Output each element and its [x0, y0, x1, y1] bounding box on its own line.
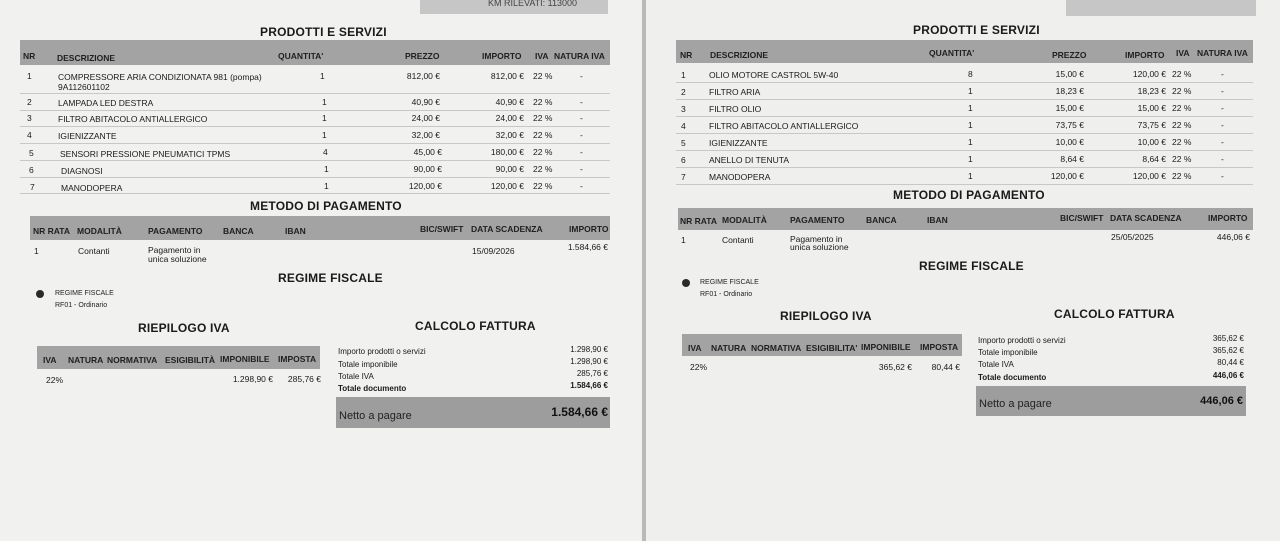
riepilogo-row: [682, 360, 962, 374]
row-price: 40,90 €: [411, 97, 440, 107]
calc-value: 80,44 €: [1217, 358, 1244, 367]
col-imposta: IMPOSTA: [278, 354, 317, 364]
row-nr: 5: [29, 148, 34, 158]
products-header: [20, 40, 610, 65]
col-modalita: MODALITÀ: [722, 215, 767, 225]
row-natura: -: [1221, 120, 1224, 130]
calc-label: Totale imponibile: [338, 360, 398, 369]
payment-type-line2: unica soluzione: [790, 242, 849, 252]
row-iva: 22 %: [1172, 171, 1192, 181]
row-iva: 22 %: [533, 113, 553, 123]
invoice-page-right: [646, 0, 1280, 541]
col-importo: IMPORTO: [1125, 50, 1165, 60]
payment-mode: Contanti: [722, 235, 754, 245]
row-iva: 22 %: [1172, 69, 1192, 79]
row-nr: 2: [27, 97, 32, 107]
riepilogo-title: RIEPILOGO IVA: [780, 309, 872, 323]
payment-amount: 446,06 €: [1216, 232, 1250, 242]
riepilogo-title: RIEPILOGO IVA: [138, 321, 230, 335]
riepilogo-imposta: 285,76 €: [287, 374, 321, 384]
calc-value: 1.298,90 €: [570, 345, 608, 354]
col-imponibile: IMPONIBILE: [861, 342, 911, 352]
products-title: PRODOTTI E SERVIZI: [260, 25, 387, 39]
calc-label: Totale IVA: [978, 360, 1014, 369]
col-data-scadenza: DATA SCADENZA: [1110, 213, 1182, 223]
riepilogo-iva: 22%: [46, 375, 64, 385]
row-amount: 24,00 €: [495, 113, 524, 123]
row-amount: 40,90 €: [495, 97, 524, 107]
calcolo-title: CALCOLO FATTURA: [1054, 307, 1175, 321]
calc-label: Totale imponibile: [978, 348, 1038, 357]
row-amount: 120,00 €: [490, 181, 524, 191]
row-iva: 22 %: [533, 97, 553, 107]
col-quantita: QUANTITA': [278, 51, 324, 61]
row-iva: 22 %: [1172, 120, 1192, 130]
riepilogo-header: [682, 334, 962, 356]
row-amount: 32,00 €: [495, 130, 524, 140]
riepilogo-header: [37, 346, 320, 369]
row-desc: COMPRESSORE ARIA CONDIZIONATA 981 (pompa): [58, 72, 262, 82]
payment-title: METODO DI PAGAMENTO: [893, 188, 1045, 202]
netto-value: 1.584,66 €: [551, 405, 608, 419]
row-iva: 22 %: [533, 181, 553, 191]
calc-label: Importo prodotti o servizi: [978, 336, 1066, 345]
payment-nr: 1: [34, 246, 39, 256]
col-iva: IVA: [688, 343, 702, 353]
row-price: 18,23 €: [1055, 86, 1084, 96]
calc-total-label: Totale documento: [978, 373, 1047, 382]
payment-header: [30, 216, 610, 240]
col-nr-rata: NR RATA: [680, 216, 717, 226]
row-iva: 22 %: [1172, 103, 1192, 113]
row-natura: -: [580, 113, 583, 123]
row-desc: MANODOPERA: [61, 183, 123, 193]
row-qty: 1: [324, 181, 329, 191]
row-amount: 73,75 €: [1137, 120, 1166, 130]
col-natura: NATURA: [711, 343, 747, 353]
regime-code: RF01 - Ordinario: [55, 302, 108, 309]
table-row: [20, 178, 610, 194]
col-banca: BANCA: [223, 226, 254, 236]
table-row: [20, 95, 610, 111]
col-iban: IBAN: [927, 215, 948, 225]
row-natura: -: [1221, 86, 1224, 96]
table-row: [676, 168, 1253, 185]
row-amount: 18,23 €: [1137, 86, 1166, 96]
calc-value: 1.298,90 €: [570, 357, 608, 366]
col-data-scadenza: DATA SCADENZA: [471, 224, 543, 234]
row-nr: 1: [681, 70, 686, 80]
col-nr: NR: [23, 51, 36, 61]
row-nr: 7: [30, 182, 35, 192]
row-price: 73,75 €: [1055, 120, 1084, 130]
row-natura: -: [580, 97, 583, 107]
row-amount: 15,00 €: [1137, 103, 1166, 113]
calc-value: 365,62 €: [1212, 346, 1244, 355]
row-iva: 22 %: [533, 147, 553, 157]
row-amount: 120,00 €: [1132, 171, 1166, 181]
row-price: 45,00 €: [413, 147, 442, 157]
table-row: [20, 127, 610, 144]
row-qty: 1: [322, 113, 327, 123]
regime-label: REGIME FISCALE: [55, 290, 114, 297]
table-row: [676, 134, 1253, 151]
payment-nr: 1: [681, 235, 686, 245]
row-iva: 22 %: [533, 130, 553, 140]
col-prezzo: PREZZO: [405, 51, 440, 61]
row-natura: -: [1221, 154, 1224, 164]
row-natura: -: [1221, 137, 1224, 147]
row-natura: -: [580, 147, 583, 157]
row-natura: -: [580, 130, 583, 140]
row-natura: -: [1221, 69, 1224, 79]
row-price: 32,00 €: [411, 130, 440, 140]
row-qty: 1: [320, 71, 325, 81]
row-qty: 1: [324, 164, 329, 174]
calc-label: Totale IVA: [338, 372, 374, 381]
calc-value: 365,62 €: [1212, 334, 1244, 343]
calc-total-label: Totale documento: [338, 384, 407, 393]
row-nr: 3: [27, 113, 32, 123]
row-desc: ANELLO DI TENUTA: [709, 155, 789, 165]
row-natura: -: [580, 164, 583, 174]
table-row: [20, 161, 610, 178]
col-descrizione: DESCRIZIONE: [57, 53, 116, 63]
calcolo-title: CALCOLO FATTURA: [415, 319, 536, 333]
row-qty: 1: [968, 154, 973, 164]
row-price: 15,00 €: [1055, 103, 1084, 113]
col-esigibilita: ESIGIBILITA': [806, 343, 858, 353]
calc-total-value: 1.584,66 €: [570, 381, 608, 390]
regime-label: REGIME FISCALE: [700, 279, 759, 286]
row-desc: FILTRO ABITACOLO ANTIALLERGICO: [709, 121, 859, 131]
payment-type-line1: Pagamento in: [790, 234, 843, 244]
row-nr: 4: [27, 130, 32, 140]
row-price: 24,00 €: [411, 113, 440, 123]
row-nr: 6: [29, 165, 34, 175]
col-nr: NR: [680, 50, 693, 60]
calc-label: Importo prodotti o servizi: [338, 347, 426, 356]
row-desc-code: 9A112601102: [58, 82, 110, 92]
payment-title: METODO DI PAGAMENTO: [250, 199, 402, 213]
bullet-icon: [682, 279, 690, 287]
row-natura: -: [580, 71, 583, 81]
col-bic-swift: BIC/SWIFT: [420, 224, 464, 234]
col-imposta: IMPOSTA: [920, 342, 959, 352]
row-price: 10,00 €: [1055, 137, 1084, 147]
riepilogo-imposta: 80,44 €: [931, 362, 960, 372]
calc-value: 285,76 €: [576, 369, 608, 378]
col-prezzo: PREZZO: [1052, 50, 1087, 60]
row-price: 15,00 €: [1055, 69, 1084, 79]
col-imponibile: IMPONIBILE: [220, 354, 270, 364]
netto-box: [336, 397, 610, 428]
table-row: [676, 100, 1253, 117]
row-price: 120,00 €: [1050, 171, 1084, 181]
row-qty: 1: [968, 137, 973, 147]
row-qty: 1: [968, 171, 973, 181]
row-nr: 6: [681, 155, 686, 165]
netto-value: 446,06 €: [1200, 395, 1243, 407]
col-iban: IBAN: [285, 226, 306, 236]
riepilogo-imponibile: 1.298,90 €: [232, 374, 273, 384]
col-iva: IVA: [43, 355, 57, 365]
col-natura: NATURA: [68, 355, 104, 365]
col-importo: IMPORTO: [482, 51, 522, 61]
row-qty: 1: [322, 97, 327, 107]
table-row: [20, 68, 610, 94]
table-row: [676, 151, 1253, 168]
row-desc: SENSORI PRESSIONE PNEUMATICI TPMS: [60, 149, 231, 159]
row-qty: 4: [323, 147, 328, 157]
row-nr: 1: [27, 71, 32, 81]
col-pagamento: PAGAMENTO: [790, 215, 845, 225]
regime-code: RF01 - Ordinario: [700, 291, 753, 298]
row-amount: 120,00 €: [1132, 69, 1166, 79]
col-nr-rata: NR RATA: [33, 226, 70, 236]
bullet-icon: [36, 290, 44, 298]
row-price: 812,00 €: [406, 71, 440, 81]
payment-type-line1: Pagamento in: [148, 245, 201, 255]
payment-due-date: 25/05/2025: [1111, 232, 1154, 242]
row-qty: 1: [968, 103, 973, 113]
payment-type-line2: unica soluzione: [148, 254, 207, 264]
row-qty: 1: [968, 120, 973, 130]
regime-title: REGIME FISCALE: [278, 271, 383, 285]
row-desc: OLIO MOTORE CASTROL 5W-40: [709, 70, 839, 80]
payment-due-date: 15/09/2026: [472, 246, 515, 256]
row-nr: 5: [681, 138, 686, 148]
row-amount: 812,00 €: [490, 71, 524, 81]
row-iva: 22 %: [533, 164, 553, 174]
col-bic-swift: BIC/SWIFT: [1060, 213, 1104, 223]
col-normativa: NORMATIVA: [751, 343, 802, 353]
row-desc: FILTRO OLIO: [709, 104, 762, 114]
row-amount: 90,00 €: [495, 164, 524, 174]
row-qty: 1: [322, 130, 327, 140]
col-importo: IMPORTO: [1208, 213, 1248, 223]
row-desc: DIAGNOSI: [61, 166, 103, 176]
row-amount: 10,00 €: [1137, 137, 1166, 147]
row-iva: 22 %: [1172, 154, 1192, 164]
row-price: 8,64 €: [1060, 154, 1084, 164]
col-banca: BANCA: [866, 215, 897, 225]
netto-box: [976, 386, 1246, 416]
products-title: PRODOTTI E SERVIZI: [913, 23, 1040, 37]
row-amount: 180,00 €: [490, 147, 524, 157]
row-natura: -: [580, 181, 583, 191]
row-nr: 2: [681, 87, 686, 97]
regime-title: REGIME FISCALE: [919, 259, 1024, 273]
row-price: 90,00 €: [413, 164, 442, 174]
netto-label: Netto a pagare: [979, 398, 1052, 410]
row-nr: 3: [681, 104, 686, 114]
table-row: [676, 117, 1253, 134]
col-modalita: MODALITÀ: [77, 226, 122, 236]
netto-label: Netto a pagare: [339, 410, 412, 422]
table-row: [20, 144, 610, 161]
km-label: KM RILEVATI: 113000: [488, 0, 578, 8]
payment-row: [678, 232, 1253, 254]
row-desc: FILTRO ARIA: [709, 87, 761, 97]
riepilogo-iva: 22%: [690, 362, 708, 372]
row-natura: -: [1221, 171, 1224, 181]
row-desc: IGIENIZZANTE: [709, 138, 768, 148]
col-pagamento: PAGAMENTO: [148, 226, 203, 236]
products-header: [676, 40, 1253, 63]
row-desc: LAMPADA LED DESTRA: [58, 98, 154, 108]
row-desc: MANODOPERA: [709, 172, 771, 182]
col-iva: IVA: [1176, 48, 1190, 58]
row-nr: 4: [681, 121, 686, 131]
col-iva: IVA: [535, 51, 549, 61]
row-iva: 22 %: [533, 71, 553, 81]
row-iva: 22 %: [1172, 137, 1192, 147]
riepilogo-imponibile: 365,62 €: [878, 362, 912, 372]
payment-amount: 1.584,66 €: [567, 242, 608, 252]
table-row: [676, 83, 1253, 100]
col-quantita: QUANTITA': [929, 48, 975, 58]
row-qty: 8: [968, 69, 973, 79]
row-iva: 22 %: [1172, 86, 1192, 96]
row-desc: FILTRO ABITACOLO ANTIALLERGICO: [58, 114, 208, 124]
row-amount: 8,64 €: [1142, 154, 1166, 164]
header-strip: [1066, 0, 1256, 16]
row-natura: -: [1221, 103, 1224, 113]
riepilogo-row: [37, 372, 320, 386]
row-nr: 7: [681, 172, 686, 182]
col-esigibilita: ESIGIBILITÀ: [165, 355, 216, 365]
col-descrizione: DESCRIZIONE: [710, 50, 769, 60]
col-natura-iva: NATURA IVA: [554, 51, 605, 61]
col-natura-iva: NATURA IVA: [1197, 48, 1248, 58]
calc-total-value: 446,06 €: [1212, 371, 1244, 380]
row-qty: 1: [968, 86, 973, 96]
col-normativa: NORMATIVA: [107, 355, 158, 365]
row-price: 120,00 €: [408, 181, 442, 191]
col-importo: IMPORTO: [569, 224, 609, 234]
table-row: [20, 111, 610, 127]
payment-header: [678, 208, 1253, 230]
table-row: [676, 66, 1253, 83]
row-desc: IGIENIZZANTE: [58, 131, 117, 141]
payment-mode: Contanti: [78, 246, 110, 256]
payment-row: [30, 242, 610, 266]
